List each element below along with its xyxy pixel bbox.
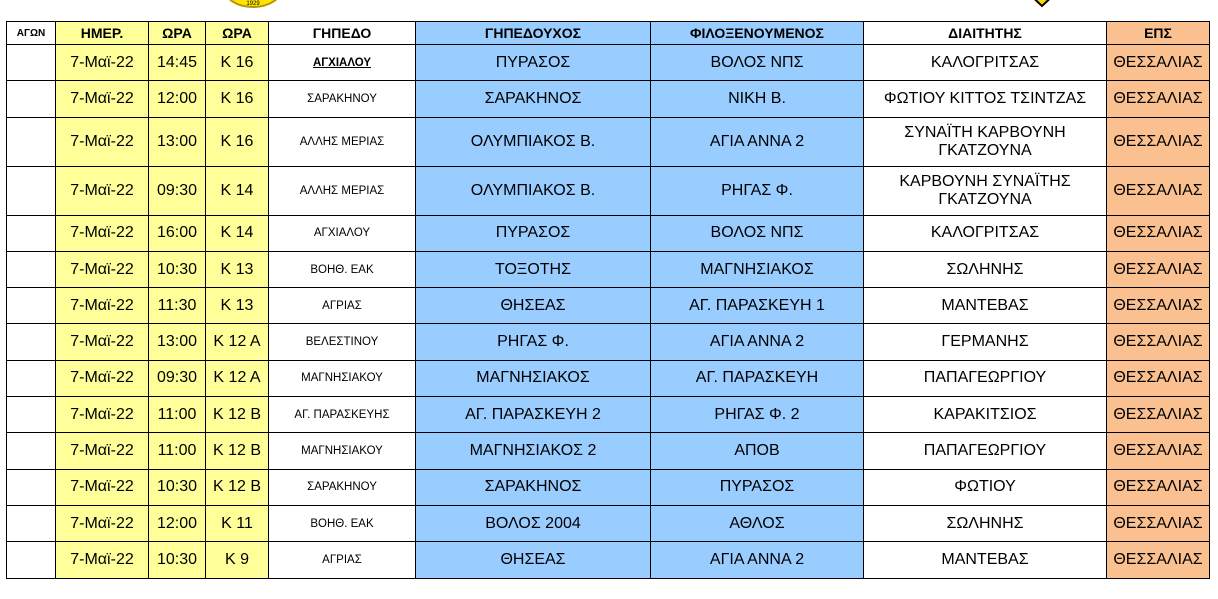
- time-cell: 11:30: [149, 288, 206, 324]
- table-row: [7, 81, 1210, 117]
- table-row: [7, 397, 1210, 433]
- away-team-cell: ΠΥΡΑΣΟΣ: [651, 469, 864, 505]
- eps-cell: ΘΕΣΣΑΛΙΑΣ: [1107, 215, 1210, 251]
- time-cell: 09:30: [149, 360, 206, 396]
- date-cell: 7-Μαϊ-22: [56, 360, 149, 396]
- category-cell: Κ 13: [206, 288, 269, 324]
- away-team-cell: ΑΓ. ΠΑΡΑΣΚΕΥΗ 1: [651, 288, 864, 324]
- table-row: [7, 469, 1210, 505]
- away-team-cell: ΑΠΟΒ: [651, 433, 864, 469]
- table-row: [7, 251, 1210, 287]
- header-category: ΩΡΑ: [206, 22, 269, 45]
- time-cell: 13:00: [149, 117, 206, 166]
- venue-cell: ΒΟΗΘ. ΕΑΚ: [269, 505, 416, 541]
- date-cell: 7-Μαϊ-22: [56, 166, 149, 215]
- date-cell: 7-Μαϊ-22: [56, 433, 149, 469]
- date-cell: 7-Μαϊ-22: [56, 469, 149, 505]
- away-team-cell: ΑΓΙΑ ΑΝΝΑ 2: [651, 324, 864, 360]
- home-team-cell: ΘΗΣΕΑΣ: [416, 542, 651, 578]
- referee-cell: ΚΑΡΒΟΥΝΗ ΣΥΝΑΪΤΗΣ ΓΚΑΤΖΟΥΝΑ: [864, 166, 1107, 215]
- category-cell: Κ 11: [206, 505, 269, 541]
- date-cell: 7-Μαϊ-22: [56, 117, 149, 166]
- agon-cell: [7, 360, 56, 396]
- home-team-cell: ΣΑΡΑΚΗΝΟΣ: [416, 469, 651, 505]
- header-date: ΗΜΕΡ.: [56, 22, 149, 45]
- category-cell: Κ 13: [206, 251, 269, 287]
- table-row: [7, 542, 1210, 578]
- venue-cell: ΣΑΡΑΚΗΝΟΥ: [269, 81, 416, 117]
- date-cell: 7-Μαϊ-22: [56, 45, 149, 81]
- venue-cell: ΑΓΧΙΑΛΟΥ: [269, 45, 416, 81]
- time-cell: 12:00: [149, 505, 206, 541]
- date-cell: 7-Μαϊ-22: [56, 324, 149, 360]
- category-cell: Κ 14: [206, 166, 269, 215]
- eps-cell: ΘΕΣΣΑΛΙΑΣ: [1107, 45, 1210, 81]
- table-row: [7, 505, 1210, 541]
- home-team-cell: ΟΛΥΜΠΙΑΚΟΣ Β.: [416, 166, 651, 215]
- referee-cell: ΓΕΡΜΑΝΗΣ: [864, 324, 1107, 360]
- table-row: [7, 360, 1210, 396]
- table-row: [7, 433, 1210, 469]
- venue-cell: ΜΑΓΝΗΣΙΑΚΟΥ: [269, 433, 416, 469]
- eps-cell: ΘΕΣΣΑΛΙΑΣ: [1107, 469, 1210, 505]
- time-cell: 10:30: [149, 542, 206, 578]
- table-row: [7, 215, 1210, 251]
- agon-cell: [7, 505, 56, 541]
- time-cell: 10:30: [149, 251, 206, 287]
- header-agon: ΑΓΩΝ: [7, 22, 56, 45]
- away-team-cell: ΝΙΚΗ Β.: [651, 81, 864, 117]
- header-referee: ΔΙΑΙΤΗΤΗΣ: [864, 22, 1107, 45]
- time-cell: 11:00: [149, 433, 206, 469]
- category-cell: Κ 12 Β: [206, 469, 269, 505]
- date-cell: 7-Μαϊ-22: [56, 288, 149, 324]
- category-cell: Κ 12 Α: [206, 360, 269, 396]
- category-cell: Κ 12 Α: [206, 324, 269, 360]
- header-eps: ΕΠΣ: [1107, 22, 1210, 45]
- away-team-cell: ΡΗΓΑΣ Φ. 2: [651, 397, 864, 433]
- referee-cell: ΜΑΝΤΕΒΑΣ: [864, 288, 1107, 324]
- agon-cell: [7, 288, 56, 324]
- away-team-cell: ΒΟΛΟΣ ΝΠΣ: [651, 45, 864, 81]
- referee-cell: ΣΥΝΑΪΤΗ ΚΑΡΒΟΥΝΗ ΓΚΑΤΖΟΥΝΑ: [864, 117, 1107, 166]
- category-cell: Κ 12 Β: [206, 397, 269, 433]
- club-logo-left: [222, 0, 284, 8]
- eps-cell: ΘΕΣΣΑΛΙΑΣ: [1107, 166, 1210, 215]
- home-team-cell: ΡΗΓΑΣ Φ.: [416, 324, 651, 360]
- date-cell: 7-Μαϊ-22: [56, 542, 149, 578]
- away-team-cell: ΑΓΙΑ ΑΝΝΑ 2: [651, 542, 864, 578]
- date-cell: 7-Μαϊ-22: [56, 215, 149, 251]
- venue-cell: ΑΓΧΙΑΛΟΥ: [269, 215, 416, 251]
- time-cell: 13:00: [149, 324, 206, 360]
- category-cell: Κ 14: [206, 215, 269, 251]
- home-team-cell: ΒΟΛΟΣ 2004: [416, 505, 651, 541]
- eps-cell: ΘΕΣΣΑΛΙΑΣ: [1107, 117, 1210, 166]
- agon-cell: [7, 433, 56, 469]
- away-team-cell: ΜΑΓΝΗΣΙΑΚΟΣ: [651, 251, 864, 287]
- eps-cell: ΘΕΣΣΑΛΙΑΣ: [1107, 505, 1210, 541]
- category-cell: Κ 12 Β: [206, 433, 269, 469]
- referee-cell: ΣΩΛΗΝΗΣ: [864, 251, 1107, 287]
- venue-cell: ΑΛΛΗΣ ΜΕΡΙΑΣ: [269, 117, 416, 166]
- away-team-cell: ΑΓΙΑ ΑΝΝΑ 2: [651, 117, 864, 166]
- header-away-team: ΦΙΛΟΞΕΝΟΥΜΕΝΟΣ: [651, 22, 864, 45]
- header-row: [7, 22, 1210, 45]
- time-cell: 09:30: [149, 166, 206, 215]
- home-team-cell: ΜΑΓΝΗΣΙΑΚΟΣ: [416, 360, 651, 396]
- date-cell: 7-Μαϊ-22: [56, 251, 149, 287]
- header-venue: ΓΗΠΕΔΟ: [269, 22, 416, 45]
- category-cell: Κ 16: [206, 117, 269, 166]
- away-team-cell: ΑΘΛΟΣ: [651, 505, 864, 541]
- venue-cell: ΒΟΗΘ. ΕΑΚ: [269, 251, 416, 287]
- category-cell: Κ 16: [206, 81, 269, 117]
- referee-cell: ΚΑΛΟΓΡΙΤΣΑΣ: [864, 45, 1107, 81]
- eps-cell: ΘΕΣΣΑΛΙΑΣ: [1107, 433, 1210, 469]
- home-team-cell: ΤΟΞΟΤΗΣ: [416, 251, 651, 287]
- agon-cell: [7, 251, 56, 287]
- venue-cell: ΑΓ. ΠΑΡΑΣΚΕΥΗΣ: [269, 397, 416, 433]
- away-team-cell: ΡΗΓΑΣ Φ.: [651, 166, 864, 215]
- referee-cell: ΣΩΛΗΝΗΣ: [864, 505, 1107, 541]
- time-cell: 12:00: [149, 81, 206, 117]
- table-row: [7, 117, 1210, 166]
- referee-cell: ΚΑΡΑΚΙΤΣΙΟΣ: [864, 397, 1107, 433]
- time-cell: 10:30: [149, 469, 206, 505]
- venue-cell: ΒΕΛΕΣΤΙΝΟΥ: [269, 324, 416, 360]
- venue-cell: ΑΛΛΗΣ ΜΕΡΙΑΣ: [269, 166, 416, 215]
- agon-cell: [7, 324, 56, 360]
- table-row: [7, 45, 1210, 81]
- venue-cell: ΣΑΡΑΚΗΝΟΥ: [269, 469, 416, 505]
- agon-cell: [7, 542, 56, 578]
- agon-cell: [7, 397, 56, 433]
- eps-cell: ΘΕΣΣΑΛΙΑΣ: [1107, 360, 1210, 396]
- match-schedule-table: [6, 21, 1210, 579]
- agon-cell: [7, 166, 56, 215]
- time-cell: 16:00: [149, 215, 206, 251]
- referee-cell: ΠΑΠΑΓΕΩΡΓΙΟΥ: [864, 433, 1107, 469]
- category-cell: Κ 16: [206, 45, 269, 81]
- venue-cell: ΜΑΓΝΗΣΙΑΚΟΥ: [269, 360, 416, 396]
- referee-cell: ΦΩΤΙΟΥ: [864, 469, 1107, 505]
- table-row: [7, 166, 1210, 215]
- home-team-cell: ΠΥΡΑΣΟΣ: [416, 45, 651, 81]
- date-cell: 7-Μαϊ-22: [56, 81, 149, 117]
- home-team-cell: ΜΑΓΝΗΣΙΑΚΟΣ 2: [416, 433, 651, 469]
- referee-cell: ΦΩΤΙΟΥ ΚΙΤΤΟΣ ΤΣΙΝΤΖΑΣ: [864, 81, 1107, 117]
- category-cell: Κ 9: [206, 542, 269, 578]
- date-cell: 7-Μαϊ-22: [56, 505, 149, 541]
- date-cell: 7-Μαϊ-22: [56, 397, 149, 433]
- venue-cell: ΑΓΡΙΑΣ: [269, 288, 416, 324]
- table-row: [7, 324, 1210, 360]
- time-cell: 11:00: [149, 397, 206, 433]
- away-team-cell: ΒΟΛΟΣ ΝΠΣ: [651, 215, 864, 251]
- referee-cell: ΠΑΠΑΓΕΩΡΓΙΟΥ: [864, 360, 1107, 396]
- agon-cell: [7, 45, 56, 81]
- eps-cell: ΘΕΣΣΑΛΙΑΣ: [1107, 397, 1210, 433]
- eps-cell: ΘΕΣΣΑΛΙΑΣ: [1107, 81, 1210, 117]
- agon-cell: [7, 117, 56, 166]
- agon-cell: [7, 469, 56, 505]
- time-cell: 14:45: [149, 45, 206, 81]
- eps-cell: ΘΕΣΣΑΛΙΑΣ: [1107, 288, 1210, 324]
- eps-cell: ΘΕΣΣΑΛΙΑΣ: [1107, 542, 1210, 578]
- agon-cell: [7, 215, 56, 251]
- referee-cell: ΚΑΛΟΓΡΙΤΣΑΣ: [864, 215, 1107, 251]
- home-team-cell: ΟΛΥΜΠΙΑΚΟΣ Β.: [416, 117, 651, 166]
- eps-cell: ΘΕΣΣΑΛΙΑΣ: [1107, 251, 1210, 287]
- agon-cell: [7, 81, 56, 117]
- referee-cell: ΜΑΝΤΕΒΑΣ: [864, 542, 1107, 578]
- home-team-cell: ΑΓ. ΠΑΡΑΣΚΕΥΗ 2: [416, 397, 651, 433]
- logo-year: 1929: [246, 1, 260, 7]
- header-home-team: ΓΗΠΕΔΟΥΧΟΣ: [416, 22, 651, 45]
- away-team-cell: ΑΓ. ΠΑΡΑΣΚΕΥΗ: [651, 360, 864, 396]
- header-time: ΩΡΑ: [149, 22, 206, 45]
- home-team-cell: ΠΥΡΑΣΟΣ: [416, 215, 651, 251]
- club-logo-right: [1022, 0, 1062, 8]
- eps-cell: ΘΕΣΣΑΛΙΑΣ: [1107, 324, 1210, 360]
- home-team-cell: ΣΑΡΑΚΗΝΟΣ: [416, 81, 651, 117]
- home-team-cell: ΘΗΣΕΑΣ: [416, 288, 651, 324]
- venue-cell: ΑΓΡΙΑΣ: [269, 542, 416, 578]
- table-row: [7, 288, 1210, 324]
